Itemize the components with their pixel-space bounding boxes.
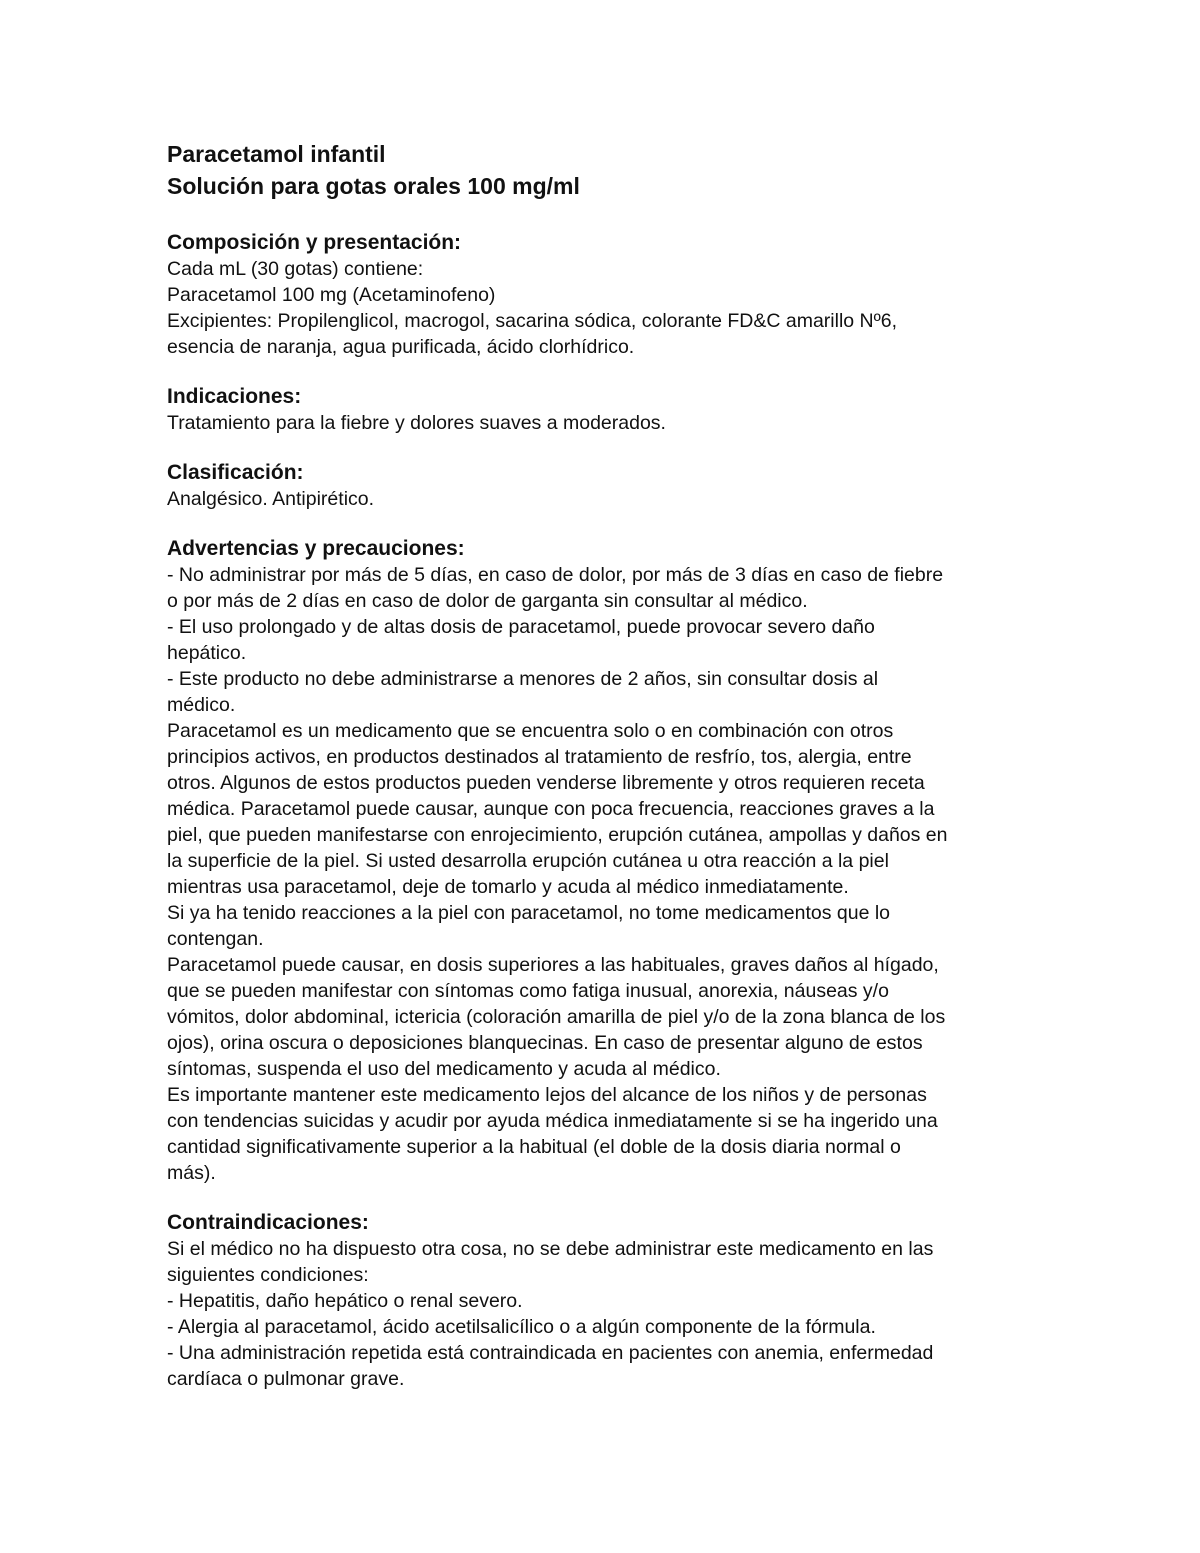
section-body (167, 562, 1047, 1186)
body-line: la superficie de la piel. Si usted desarrolla erupción cutánea u otra reacción a la piel (167, 850, 889, 872)
section-composicion (167, 230, 1047, 360)
body-line: - No administrar por más de 5 días, en caso de dolor, por más de 3 días en caso de fiebre (167, 564, 944, 586)
body-line: médico. (167, 694, 236, 716)
body-line: Cada mL (30 gotas) contiene: (167, 258, 424, 280)
body-line: síntomas, suspenda el uso del medicamento y acuda al médico. (167, 1058, 721, 1080)
body-line: principios activos, en productos destinados al tratamiento de resfrío, tos, alergia, entre (167, 746, 912, 768)
body-line: o por más de 2 días en caso de dolor de garganta sin consultar al médico. (167, 590, 808, 612)
body-line: más). (167, 1162, 216, 1184)
body-line: Analgésico. Antipirético. (167, 488, 375, 510)
body-line: con tendencias suicidas y acudir por ayuda médica inmediatamente si se ha ingerido una (167, 1110, 938, 1132)
section-heading: Indicaciones: (167, 385, 302, 408)
body-line: vómitos, dolor abdominal, ictericia (coloración amarilla de piel y/o de la zona blanca de los (167, 1006, 946, 1028)
section-body (167, 1236, 1047, 1392)
body-line: Paracetamol puede causar, en dosis superiores a las habituales, graves daños al hígado, (167, 954, 939, 976)
body-line: ojos), orina oscura o deposiciones blanquecinas. En caso de presentar alguno de estos (167, 1032, 923, 1054)
body-line: Paracetamol 100 mg (Acetaminofeno) (167, 284, 496, 306)
section-advertencias (167, 536, 1047, 1186)
document-page (167, 138, 1047, 1392)
body-line: contengan. (167, 928, 264, 950)
body-line: esencia de naranja, agua purificada, ácido clorhídrico. (167, 336, 635, 358)
body-line: Si el médico no ha dispuesto otra cosa, no se debe administrar este medicamento en las (167, 1238, 934, 1260)
body-line: hepático. (167, 642, 247, 664)
section-body (167, 410, 1047, 436)
body-line: siguientes condiciones: (167, 1264, 369, 1286)
section-heading: Contraindicaciones: (167, 1211, 369, 1234)
body-line: - Una administración repetida está contraindicada en pacientes con anemia, enfermedad (167, 1342, 934, 1364)
body-line: cantidad significativamente superior a la habitual (el doble de la dosis diaria normal o (167, 1136, 901, 1158)
section-heading: Composición y presentación: (167, 231, 462, 254)
section-clasificacion (167, 460, 1047, 512)
body-line: Tratamiento para la fiebre y dolores suaves a moderados. (167, 412, 666, 434)
document-subtitle: Solución para gotas orales 100 mg/ml (167, 173, 580, 199)
body-line: - Este producto no debe administrarse a menores de 2 años, sin consultar dosis al (167, 668, 879, 690)
body-line: Es importante mantener este medicamento lejos del alcance de los niños y de personas (167, 1084, 927, 1106)
body-line: Paracetamol es un medicamento que se encuentra solo o en combinación con otros (167, 720, 894, 742)
document-title: Paracetamol infantil (167, 141, 386, 167)
body-line: que se pueden manifestar con síntomas como fatiga inusual, anorexia, náuseas y/o (167, 980, 889, 1002)
body-line: piel, que pueden manifestarse con enrojecimiento, erupción cutánea, ampollas y daños en (167, 824, 948, 846)
body-line: - El uso prolongado y de altas dosis de paracetamol, puede provocar severo daño (167, 616, 875, 638)
section-heading: Advertencias y precauciones: (167, 537, 465, 560)
body-line: Excipientes: Propilenglicol, macrogol, sacarina sódica, colorante FD&C amarillo Nº6, (167, 310, 898, 332)
body-line: mientras usa paracetamol, deje de tomarlo y acuda al médico inmediatamente. (167, 876, 849, 898)
body-line: Si ya ha tenido reacciones a la piel con paracetamol, no tome medicamentos que lo (167, 902, 891, 924)
section-contraindicaciones (167, 1210, 1047, 1392)
section-body (167, 486, 1047, 512)
body-line: otros. Algunos de estos productos pueden venderse libremente y otros requieren receta (167, 772, 925, 794)
section-heading: Clasificación: (167, 461, 304, 484)
body-line: - Hepatitis, daño hepático o renal severo. (167, 1290, 523, 1312)
body-line: - Alergia al paracetamol, ácido acetilsalicílico o a algún componente de la fórmula. (167, 1316, 876, 1338)
section-indicaciones (167, 384, 1047, 436)
body-line: cardíaca o pulmonar grave. (167, 1368, 405, 1390)
body-line: médica. Paracetamol puede causar, aunque con poca frecuencia, reacciones graves a la (167, 798, 935, 820)
section-body (167, 256, 1047, 360)
